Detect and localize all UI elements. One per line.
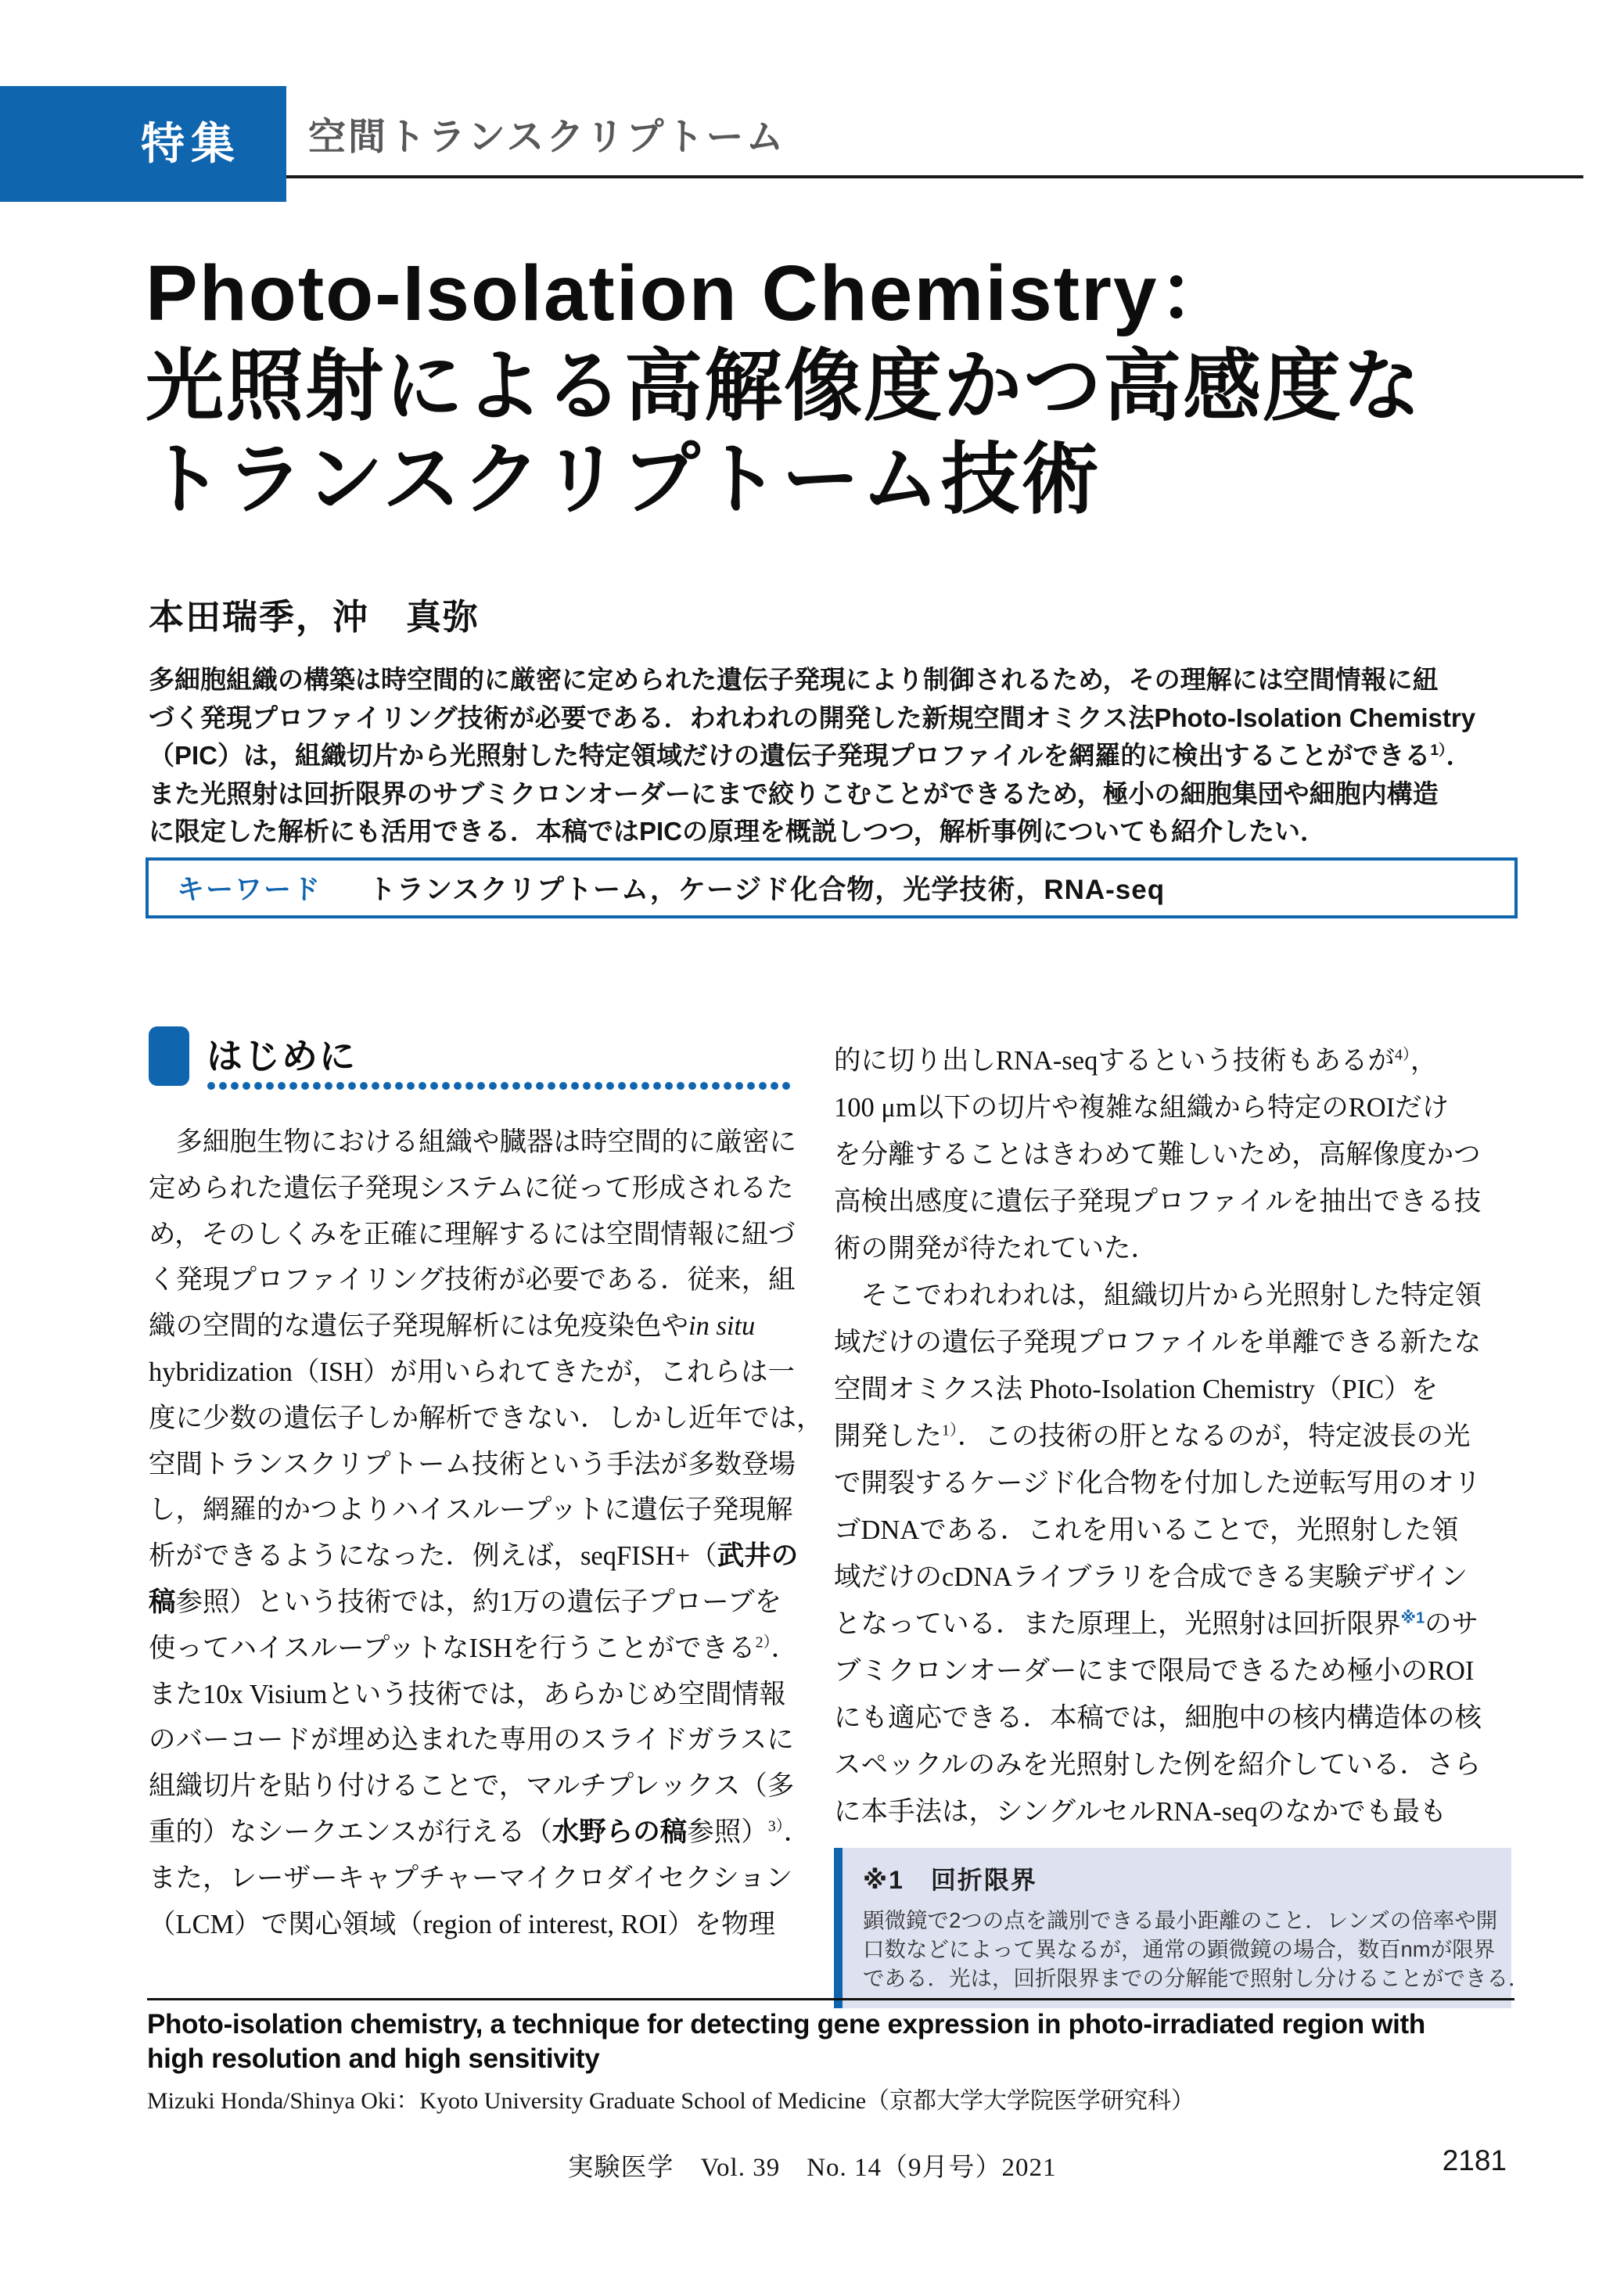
text-line	[149, 1303, 823, 1350]
text-line	[863, 1964, 1530, 1993]
text-line	[834, 1366, 1508, 1413]
text-run: 度に少数の遺伝子しか解析できない．しかし近年では，	[149, 1403, 824, 1433]
text-line	[149, 1257, 823, 1303]
text-run: 織の空間的な遺伝子発現解析には免疫染色や	[149, 1311, 688, 1342]
article-title-line: 光照射による高解像度かつ高感度な	[146, 343, 1422, 430]
text-line	[149, 1672, 823, 1718]
text-run: に限定した解析にも活用できる．本稿ではPICの原理を概説しつつ，解析事例についても紹介したい．	[149, 817, 1327, 846]
text-line	[834, 1037, 1508, 1084]
text-run: 100 μm以下の切片や複雑な組織から特定のROIだけ	[834, 1093, 1450, 1123]
text-run: づく発現プロファイリング技術が必要である．われわれの開発した新規空間オミクス法Photo-Isolation Chemistry	[149, 703, 1476, 732]
reference-marker: 3）	[767, 1817, 784, 1835]
text-line	[834, 1131, 1508, 1178]
text-line	[834, 1507, 1508, 1554]
text-line	[149, 737, 1518, 775]
english-title-line: Photo-isolation chemistry, a technique for detecting gene expression in photo-irradiated region with	[147, 2009, 1425, 2040]
text-line	[149, 1442, 823, 1488]
left-column	[149, 1120, 823, 1947]
text-line	[863, 1935, 1496, 1964]
text-run: 高検出感度に遺伝子発現プロファイルを抽出できる技	[834, 1187, 1482, 1217]
text-run: 空間トランスクリプトーム技術という手法が多数登場	[149, 1449, 796, 1479]
right-column	[834, 1037, 1508, 1835]
text-run: また光照射は回折限界のサブミクロンオーダーにまで絞りこむことができるため，極小の細胞集団や細胞内構造	[149, 778, 1439, 808]
section-heading-square-icon	[149, 1026, 189, 1086]
text-line	[149, 661, 1518, 699]
reference-marker: 1）	[1430, 742, 1446, 759]
text-line	[149, 1856, 823, 1902]
text-line	[834, 1272, 1508, 1319]
text-run: 参照）という技術では，約1万の遺伝子プローブを	[175, 1587, 782, 1617]
text-line	[149, 1533, 823, 1580]
text-run: 武井の	[717, 1541, 799, 1572]
text-run: となっている．また原理上，光照射は回折限界	[834, 1609, 1401, 1639]
sidenote-box	[834, 1848, 1530, 2008]
text-line	[834, 1601, 1508, 1648]
text-line	[149, 1763, 823, 1810]
text-run: ．この技術の肝となるのが，特定波長の光	[958, 1421, 1471, 1451]
text-run: 術の開発が待たれていた．	[834, 1234, 1158, 1263]
text-run: にも適応できる．本稿では，細胞中の核内構造体の核	[834, 1703, 1482, 1733]
text-run: 水野らの稿	[552, 1817, 688, 1847]
footer-rule	[147, 1998, 1514, 2000]
page-number: 2181	[1442, 2144, 1507, 2176]
text-run: く発現プロファイリング技術が必要である．従来，組	[149, 1265, 796, 1296]
text-run: 開発した	[834, 1421, 942, 1451]
text-run: 的に切り出しRNA-seqするという技術もあるが	[834, 1046, 1395, 1076]
text-run: （PIC）は，組織切片から光照射した特定領域だけの遺伝子発現プロファイルを網羅的に検出することができる	[149, 741, 1431, 770]
text-run: 定められた遺伝子発現システムに従って形成されるた	[149, 1173, 794, 1203]
english-title-line: high resolution and high sensitivity	[147, 2043, 600, 2074]
text-line	[834, 1084, 1508, 1131]
text-run: 多細胞組織の構築は時空間的に厳密に定められた遺伝子発現により制御されるため，その理解には空間情報に紐	[149, 665, 1439, 694]
text-run: （LCM）で関心領域（region of interest, ROI）を物理	[149, 1909, 776, 1939]
feature-badge: 特集	[0, 86, 286, 202]
text-run: のサ	[1425, 1609, 1479, 1639]
text-line	[149, 1350, 823, 1396]
text-run: に本手法は，シングルセルRNA-seqのなかでも最も	[834, 1797, 1447, 1827]
text-line	[149, 775, 1518, 814]
text-run: 稿	[149, 1587, 176, 1617]
text-run: で開裂するケージド化合物を付加した逆転写用のオリ	[834, 1468, 1482, 1498]
authors: 本田瑞季，沖 真弥	[149, 597, 480, 637]
reference-marker: 1）	[942, 1421, 958, 1439]
text-run: ゴDNAである．これを用いることで，光照射した領	[834, 1515, 1459, 1545]
text-run: を分離することはきわめて難しいため，高解像度かつ	[834, 1140, 1481, 1170]
text-line	[834, 1413, 1508, 1460]
text-run: 域だけの遺伝子発現プロファイルを単離できる新たな	[834, 1328, 1482, 1357]
journal-info: 実験医学 Vol. 39 No. 14（9月号）2021	[567, 2154, 1057, 2182]
text-line	[149, 813, 1518, 851]
series-title: 空間トランスクリプトーム	[308, 117, 786, 158]
text-run: ブミクロンオーダーにまで限局できるため極小のROI	[834, 1656, 1475, 1686]
text-line	[834, 1695, 1508, 1741]
text-run: 口数などによって異なるが，通常の顕微鏡の場合，数百nmが限界	[863, 1937, 1496, 1961]
sidenote-body	[863, 1906, 1530, 1993]
text-run: 使ってハイスループットなISHを行うことができる	[149, 1633, 756, 1663]
text-run: 空間オミクス法 Photo-Isolation Chemistry（PIC）を	[834, 1375, 1439, 1404]
keyword-label: キーワード	[177, 875, 322, 905]
text-run: 多細胞生物における組織や臓器は時空間的に厳密に	[149, 1127, 796, 1157]
text-line	[834, 1460, 1508, 1507]
text-line	[149, 1580, 823, 1626]
article-title	[146, 247, 1422, 527]
text-line	[149, 1120, 823, 1166]
article-title-line: トランスクリプトーム技術	[146, 436, 1101, 523]
text-run: スペックルのみを光照射した例を紹介している．さら	[834, 1750, 1481, 1780]
text-line	[834, 1554, 1508, 1601]
article-title-line: Photo-Isolation Chemistry：	[146, 250, 1238, 337]
text-run: in situ	[688, 1311, 756, 1342]
keyword-box	[146, 857, 1518, 918]
affiliation: Mizuki Honda/Shinya Oki：Kyoto University Graduate School of Medicine（京都大学大学院医学研究科）	[147, 2088, 1195, 2114]
header-rule	[286, 175, 1583, 178]
text-run: 組織切片を貼り付けることで，マルチプレックス（多	[149, 1771, 795, 1802]
text-run: のバーコードが埋め込まれた専用のスライドガラスに	[149, 1725, 794, 1756]
text-line	[149, 1902, 823, 1948]
text-run: hybridization（ISH）が用いられてきたが，これらは一	[149, 1357, 796, 1387]
text-run: ．	[1446, 741, 1472, 770]
text-line	[149, 1717, 823, 1763]
text-run: 域だけのcDNAライブラリを合成できる実験デザイン	[834, 1562, 1468, 1592]
text-line	[149, 699, 1518, 738]
keyword-list: トランスクリプトーム，ケージド化合物，光学技術，RNA-seq	[368, 875, 1166, 905]
text-line	[834, 1178, 1508, 1225]
reference-marker: ※1	[1400, 1609, 1425, 1627]
text-line	[149, 1487, 823, 1533]
text-line	[834, 1225, 1508, 1272]
text-line	[149, 1626, 823, 1672]
text-run: ，	[1410, 1046, 1438, 1076]
text-line	[149, 1396, 823, 1442]
text-line	[834, 1741, 1508, 1788]
text-run: ．	[771, 1633, 799, 1663]
text-line	[149, 1166, 823, 1212]
text-run: である．光は，回折限界までの分解能で照射し分けることができる．	[863, 1966, 1530, 1990]
text-run: また10x Visiumという技術では，あらかじめ空間情報	[149, 1679, 786, 1709]
text-run: し，網羅的かつよりハイスループットに遺伝子発現解	[149, 1495, 793, 1526]
text-run: ．	[783, 1817, 811, 1847]
text-run: そこでわれわれは，組織切片から光照射した特定領	[834, 1281, 1482, 1310]
section-heading: はじめに	[207, 1036, 357, 1076]
text-run: 析ができるようになった．例えば，seqFISH+（	[149, 1541, 717, 1572]
text-run: 顕微鏡で2つの点を識別できる最小距離のこと．レンズの倍率や開	[863, 1908, 1498, 1932]
text-line	[149, 1810, 823, 1856]
english-title	[147, 2007, 1425, 2076]
text-run: 重的）なシークエンスが行える（	[149, 1817, 552, 1847]
section-heading-dotted-rule	[207, 1081, 792, 1091]
reference-marker: 2）	[755, 1633, 771, 1651]
abstract	[149, 661, 1518, 851]
reference-marker: 4）	[1394, 1046, 1410, 1064]
text-line	[863, 1906, 1496, 1935]
sidenote-title: ※1 回折限界	[863, 1866, 1037, 1894]
text-run: また，レーザーキャプチャーマイクロダイセクション	[149, 1863, 793, 1893]
text-line	[834, 1648, 1508, 1695]
text-line	[834, 1788, 1508, 1835]
text-line	[149, 1212, 823, 1258]
text-run: め，そのしくみを正確に理解するには空間情報に紐づ	[149, 1219, 796, 1249]
text-line	[834, 1319, 1508, 1366]
text-run: 参照）	[687, 1817, 768, 1847]
